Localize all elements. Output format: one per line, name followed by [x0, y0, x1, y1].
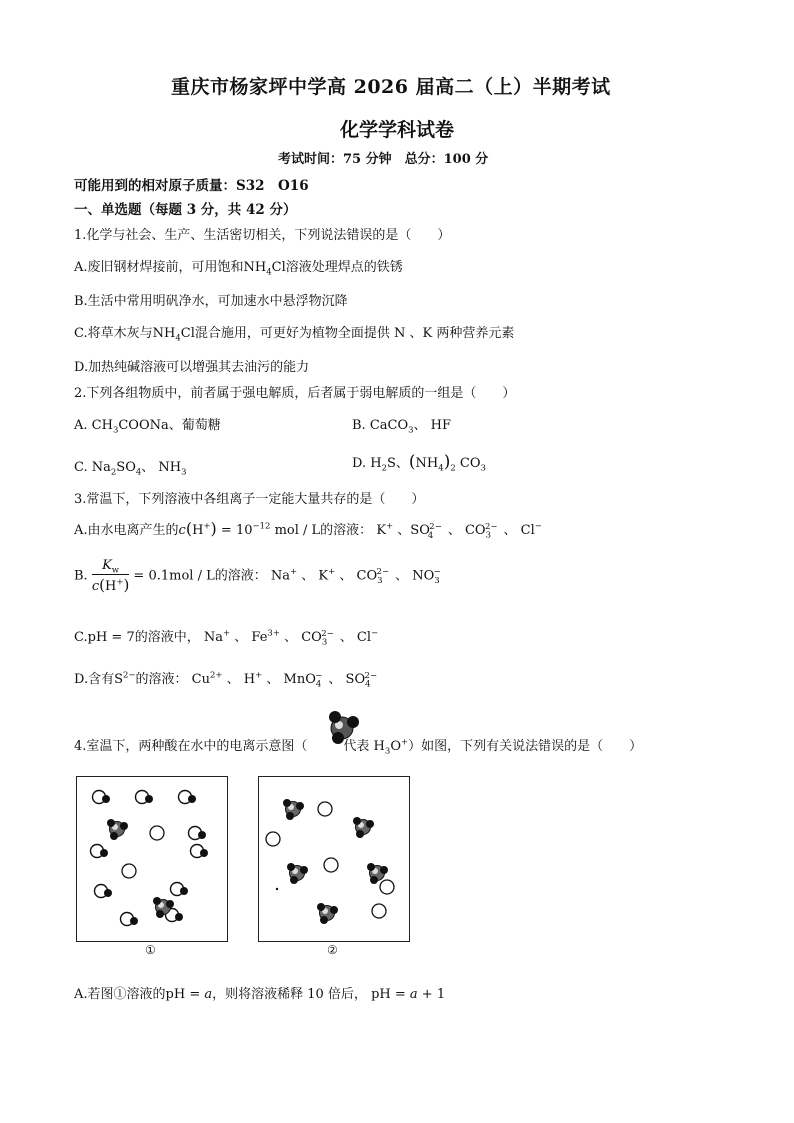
q3-option-b: B. $\frac{K_w}{c(H^+)}$ = 0.1mol / L的溶液： Na+ 、 K+ 、 $CO_3^{2-}$ 、 $NO_3^-$ [74, 558, 441, 594]
undissociated-acid-molecule [171, 883, 189, 896]
kw-fraction: $\frac{K_w}{c(H^+)}$ [91, 558, 130, 594]
panel-1-label: ① [145, 943, 156, 957]
diagram-panel-2 [258, 776, 410, 942]
diagram-panel-1 [76, 776, 228, 942]
hydronium-ion-particle [107, 819, 128, 840]
q2-option-c: C. $Na_2SO_4$、 $NH_3$ [74, 460, 187, 478]
anion-particle [150, 826, 164, 840]
q3-c-pre: C. [74, 630, 88, 645]
exam-subtitle: 化学学科试卷 [340, 119, 455, 141]
undissociated-acid-molecule [136, 791, 154, 804]
q1-option-b: B.生活中常用明矾净水，可加速水中悬浮物沉降 [74, 294, 348, 309]
q1-a-pre: A.废旧钢材焊接前，可用饱和 [74, 260, 244, 275]
q2-option-b: B. CaCO$_3$、 HF [352, 418, 452, 436]
hydronium-molecule-icon [324, 706, 362, 746]
anion-particle [266, 832, 280, 846]
q3-option-d: D.含有$S^{2-}$的溶液： $Cu^{2+}$ 、 H+ 、 MnO$_4$− 、 $SO_4^{2-}$ [74, 670, 378, 690]
exam-info: 考试时间：75 分钟 总分：100 分 [278, 152, 489, 167]
anion-particle [318, 802, 332, 816]
hydronium-ion-particle [283, 799, 304, 820]
q3-stem: 3.常温下，下列溶液中各组离子一定能大量共存的是（ ） [74, 492, 425, 507]
q2-a-tail: 、葡萄糖 [168, 418, 221, 433]
undissociated-acid-molecule [93, 791, 111, 804]
q4-stem-pre: 4.室温下，两种酸在水中的电离示意图（ [74, 739, 308, 754]
q4-stem: 4.室温下，两种酸在水中的电离示意图（ 代表 $H_3O^+$）如图，下列有关说法错误的是（ ） [74, 737, 643, 757]
q1-c-pre: C.将草木灰与 [74, 326, 153, 341]
hydronium-ion-particle [287, 863, 308, 884]
q2-option-d: D. $H_2S$、$(NH_4)_2$ $CO_3$ [352, 452, 486, 474]
q4-option-a: A.若图①溶液的pH = a，则将溶液稀释 10 倍后， pH = a + 1 [74, 987, 446, 1002]
q2-c-tail: 、 NH [141, 460, 182, 475]
hydronium-ion-particle [353, 817, 374, 838]
q1-option-c [74, 322, 515, 344]
undissociated-acid-molecule [91, 845, 109, 858]
q4-a-pre: A.若图①溶液的 [74, 987, 166, 1002]
undissociated-acid-molecule [95, 885, 113, 898]
q1-c-post: 混合施用，可更好为植物全面提供 N 、K 两种营养元素 [194, 326, 515, 341]
formula-nh4cl: $NH_4Cl$ [243, 260, 286, 278]
undissociated-acid-molecule [121, 913, 139, 926]
anion-particle [372, 904, 386, 918]
undissociated-acid-molecule [189, 827, 207, 840]
q4-stem-mid: 代表 [343, 739, 370, 754]
q2-option-a: A. $CH_3COONa$、葡萄糖 [74, 418, 221, 436]
q1-option-a [74, 256, 403, 278]
q2-b-tail: 、 HF [413, 418, 452, 433]
q3-a-mid: 的溶液： [320, 523, 373, 538]
undissociated-acid-molecule [179, 791, 197, 804]
q3-option-a: A.由水电离产生的$c(H^+) = 10^{-12}$ mol / L的溶液： K+ 、$SO_4^{2-}$ 、 $CO_3^{2-}$ 、 Cl− [74, 519, 542, 541]
undissociated-acid-molecule [191, 845, 209, 858]
q4-a-mid: ，则将溶液稀释 10 倍后， [212, 987, 367, 1002]
formula-nh4cl: $NH_4Cl$ [152, 326, 195, 344]
q3-c-mid: 的溶液中， [134, 630, 200, 645]
hydronium-ion-particle [317, 903, 338, 924]
panel-2-label: ② [327, 943, 338, 957]
q3-b-mid: 的溶液： [214, 568, 267, 584]
q3-a-pre: A.由水电离产生的 [74, 523, 179, 538]
q2-d-mid: 、 [395, 456, 409, 471]
anion-particle [122, 864, 136, 878]
section-heading: 一、单选题（每题 3 分，共 42 分） [74, 202, 297, 218]
exam-title: 重庆市杨家坪中学高 2026 届高二（上）半期考试 [171, 76, 611, 98]
q1-stem: 1.化学与社会、生产、生活密切相关，下列说法错误的是（ ） [74, 228, 451, 243]
atomic-mass-note: 可能用到的相对原子质量：S32 O16 [74, 178, 309, 194]
anion-particle [324, 858, 338, 872]
q4-stem-post: ）如图，下列有关说法错误的是（ ） [408, 739, 643, 754]
q1-a-post: 溶液处理焊点的铁锈 [285, 260, 403, 275]
q1-option-d: D.加热纯碱溶液可以增强其去油污的能力 [74, 360, 310, 375]
anion-particle [380, 880, 394, 894]
q3-d-mid: 的溶液： [135, 672, 188, 687]
q3-d-pre: D.含有 [74, 672, 115, 687]
panel-2-particles [259, 777, 409, 941]
q2-stem: 2.下列各组物质中，前者属于强电解质，后者属于弱电解质的一组是（ ） [74, 386, 516, 401]
panel-1-particles [77, 777, 227, 941]
q3-option-c: C.pH = 7的溶液中， Na+ 、 $Fe^{3+}$ 、 $CO_3^{2-}$ 、 Cl− [74, 628, 379, 648]
